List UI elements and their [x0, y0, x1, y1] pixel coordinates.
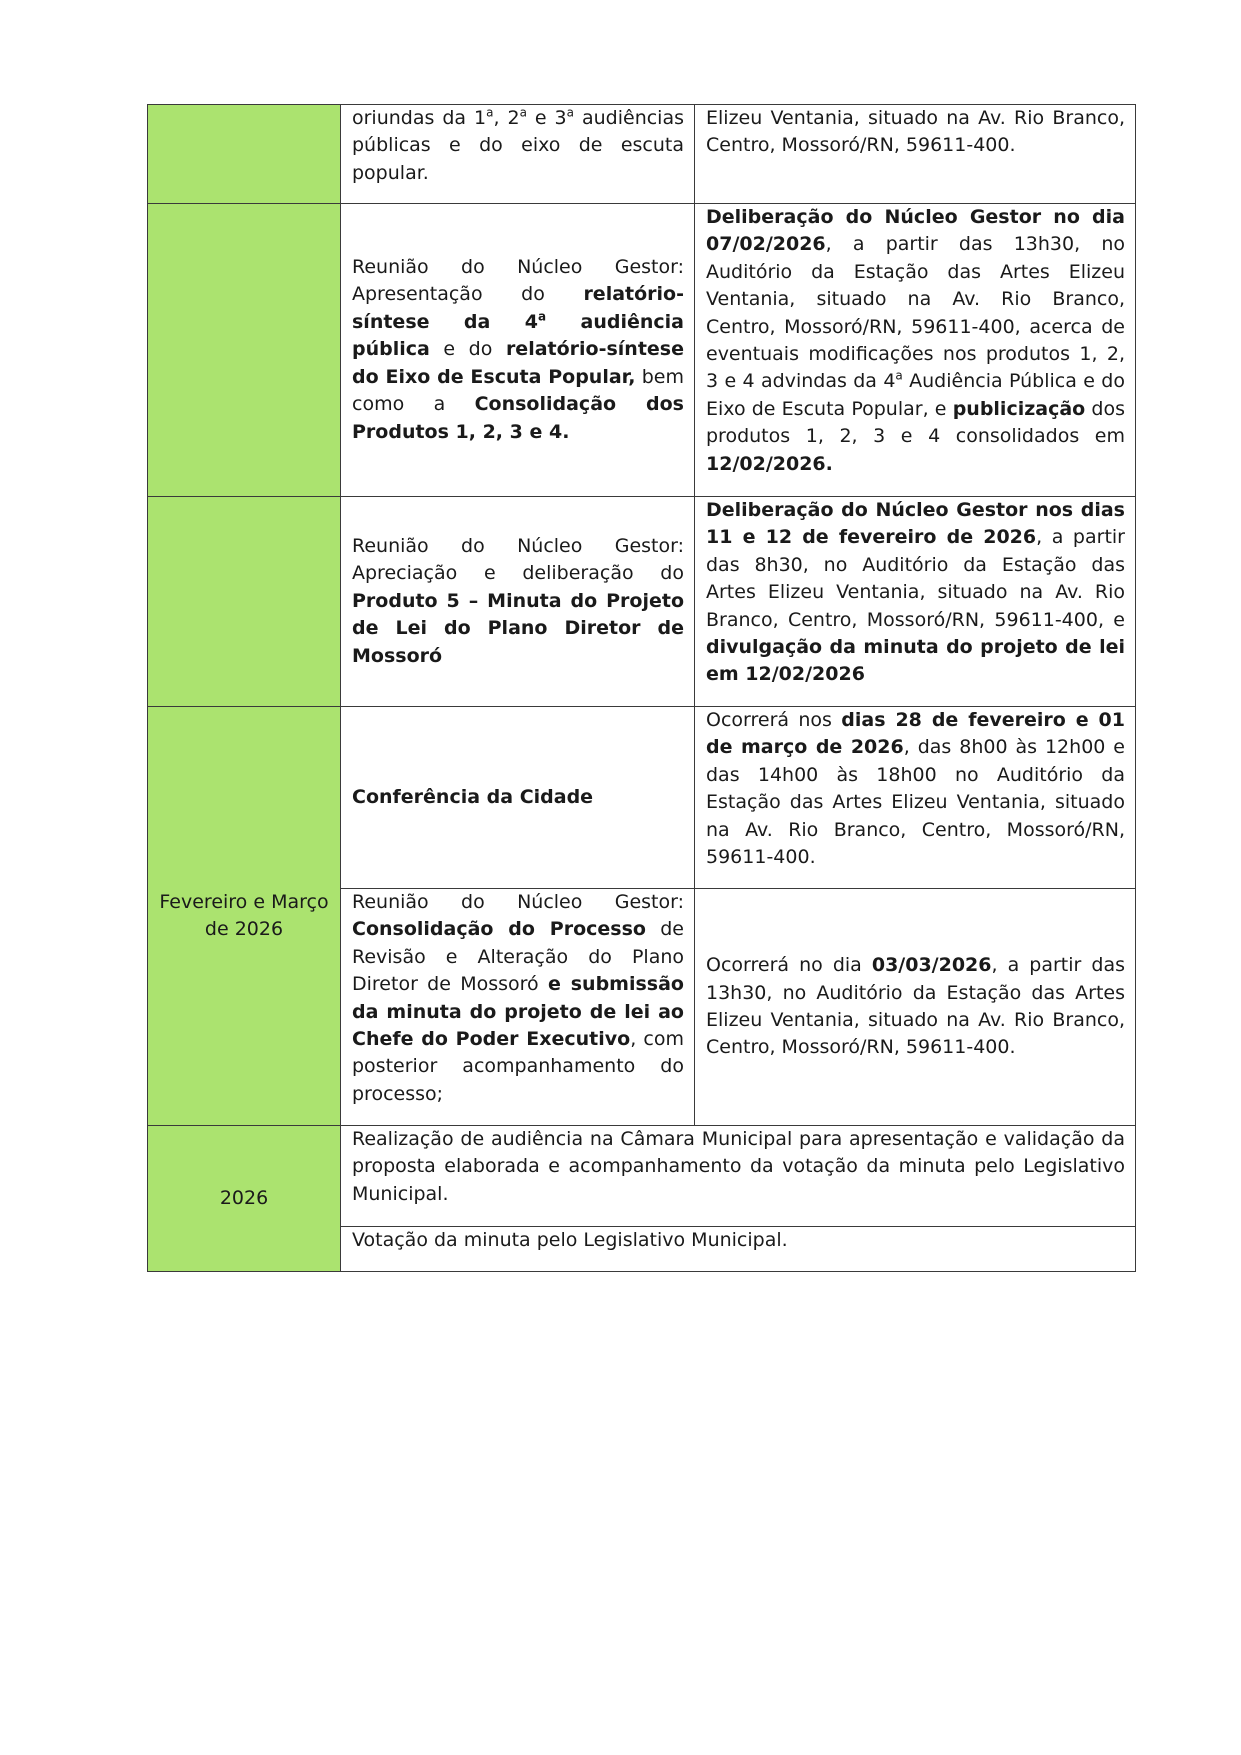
- table-row: [148, 497, 1136, 707]
- activity-cell: Reunião do Núcleo Gestor: Apresentação do relatório-síntese da 4$^a$ audiência pública e do relatório-síntese do Eixo de Escuta Popular, bem como a Consolidação dos Produtos 1, 2, 3 e 4.: [341, 204, 695, 497]
- activity-cell: Reunião do Núcleo Gestor: Apreciação e deliberação do Produto 5 – Minuta do Projeto de Lei do Plano Diretor de Mossoró: [341, 497, 695, 707]
- table-row: [148, 707, 1136, 889]
- details-cell: Elizeu Ventania, situado na Av. Rio Branco, Centro, Mossoró/RN, 59611-400.: [695, 105, 1136, 204]
- date-cell: [148, 105, 341, 204]
- details-cell: Ocorrerá no dia 03/03/2026, a partir das 13h30, no Auditório da Estação das Artes Elizeu Ventania, situado na Av. Rio Branco, Centro, Mossoró/RN, 59611-400.: [695, 889, 1136, 1126]
- date-cell: [148, 497, 341, 707]
- schedule-table: [147, 104, 1136, 1272]
- activity-cell: oriundas da 1$^a$, 2$^a$ e 3$^a$ audiências públicas e do eixo de escuta popular.: [341, 105, 695, 204]
- activity-cell: Reunião do Núcleo Gestor: Consolidação do Processo de Revisão e Alteração do Plano Diretor de Mossoró e submissão da minuta do projeto de lei ao Chefe do Poder Executivo, com posterior acompanhamento do processo;: [341, 889, 695, 1126]
- activity-cell: Conferência da Cidade: [341, 707, 695, 889]
- date-cell: Fevereiro e Março de 2026: [148, 707, 341, 1126]
- date-cell: [148, 204, 341, 497]
- details-cell: Deliberação do Núcleo Gestor no dia 07/02/2026, a partir das 13h30, no Auditório da Estação das Artes Elizeu Ventania, situado na Av. Rio Branco, Centro, Mossoró/RN, 59611-400, acerca de eventuais modificações nos produtos 1, 2, 3 e 4 advindas da 4$^a$ Audiência Pública e do Eixo de Escuta Popular, e publicização dos produtos 1, 2, 3 e 4 consolidados em 12/02/2026.: [695, 204, 1136, 497]
- activity-cell: Votação da minuta pelo Legislativo Municipal.: [341, 1227, 1136, 1272]
- details-cell: Deliberação do Núcleo Gestor nos dias 11 e 12 de fevereiro de 2026, a partir das 8h30, no Auditório da Estação das Artes Elizeu Ventania, situado na Av. Rio Branco, Centro, Mossoró/RN, 59611-400, e divulgação da minuta do projeto de lei em 12/02/2026: [695, 497, 1136, 707]
- details-cell: Ocorrerá nos dias 28 de fevereiro e 01 de março de 2026, das 8h00 às 12h00 e das 14h00 às 18h00 no Auditório da Estação das Artes Elizeu Ventania, situado na Av. Rio Branco, Centro, Mossoró/RN, 59611-400.: [695, 707, 1136, 889]
- table-row: [148, 105, 1136, 204]
- activity-cell: Realização de audiência na Câmara Municipal para apresentação e validação da proposta elaborada e acompanhamento da votação da minuta pelo Legislativo Municipal.: [341, 1126, 1136, 1227]
- table-row: [148, 204, 1136, 497]
- date-cell: 2026: [148, 1126, 341, 1272]
- table-row: [148, 1126, 1136, 1227]
